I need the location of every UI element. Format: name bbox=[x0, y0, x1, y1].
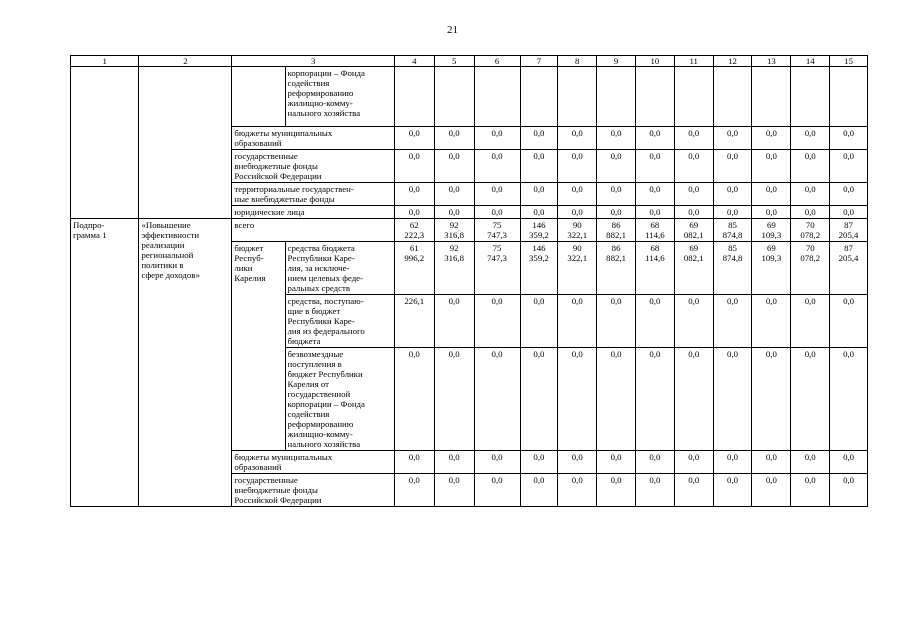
value-cell: 0,0 bbox=[635, 474, 674, 507]
value-cell: 0,0 bbox=[597, 206, 636, 219]
value-cell: 75 747,3 bbox=[474, 219, 520, 242]
column-number-11: 11 bbox=[674, 56, 713, 67]
value-cell: 0,0 bbox=[752, 474, 791, 507]
value-cell: 87 205,4 bbox=[830, 242, 868, 295]
value-cell: 0,0 bbox=[674, 295, 713, 348]
value-cell: 0,0 bbox=[674, 150, 713, 183]
value-cell: 0,0 bbox=[830, 474, 868, 507]
value-cell: 0,0 bbox=[558, 295, 597, 348]
value-cell bbox=[394, 67, 434, 127]
value-cell: 0,0 bbox=[520, 451, 558, 474]
value-cell: 0,0 bbox=[713, 474, 752, 507]
value-cell: 0,0 bbox=[474, 348, 520, 451]
value-cell: 0,0 bbox=[520, 183, 558, 206]
value-cell: 0,0 bbox=[394, 206, 434, 219]
value-cell: 0,0 bbox=[597, 451, 636, 474]
value-cell: 0,0 bbox=[597, 348, 636, 451]
value-cell: 0,0 bbox=[520, 295, 558, 348]
value-cell: 0,0 bbox=[635, 206, 674, 219]
value-cell: 69 082,1 bbox=[674, 219, 713, 242]
value-cell: 0,0 bbox=[635, 150, 674, 183]
value-cell: 0,0 bbox=[752, 127, 791, 150]
value-cell: 0,0 bbox=[674, 127, 713, 150]
value-cell: 0,0 bbox=[434, 206, 474, 219]
value-cell: 0,0 bbox=[434, 451, 474, 474]
value-cell: 0,0 bbox=[791, 206, 830, 219]
value-cell: 0,0 bbox=[520, 348, 558, 451]
value-cell: 70 078,2 bbox=[791, 242, 830, 295]
value-cell: 0,0 bbox=[394, 127, 434, 150]
value-cell: 0,0 bbox=[597, 474, 636, 507]
program-code-cell bbox=[71, 67, 139, 219]
page-number: 21 bbox=[447, 24, 458, 36]
column-number-9: 9 bbox=[597, 56, 636, 67]
value-cell: 0,0 bbox=[558, 348, 597, 451]
column-number-10: 10 bbox=[635, 56, 674, 67]
value-cell bbox=[597, 67, 636, 127]
value-cell: 0,0 bbox=[674, 474, 713, 507]
value-cell: 0,0 bbox=[752, 295, 791, 348]
value-cell: 0,0 bbox=[635, 127, 674, 150]
funding-source-label: бюджеты муниципальных образований bbox=[232, 451, 394, 474]
funding-source-label: юридические лица bbox=[232, 206, 394, 219]
value-cell: 0,0 bbox=[635, 451, 674, 474]
value-cell: 61 996,2 bbox=[394, 242, 434, 295]
column-number-2: 2 bbox=[139, 56, 232, 67]
value-cell: 0,0 bbox=[674, 206, 713, 219]
value-cell bbox=[474, 67, 520, 127]
value-cell: 86 882,1 bbox=[597, 219, 636, 242]
value-cell: 0,0 bbox=[597, 295, 636, 348]
value-cell: 0,0 bbox=[635, 295, 674, 348]
value-cell: 146 359,2 bbox=[520, 219, 558, 242]
value-cell: 0,0 bbox=[474, 150, 520, 183]
column-number-1: 1 bbox=[71, 56, 139, 67]
value-cell: 0,0 bbox=[558, 206, 597, 219]
value-cell: 0,0 bbox=[474, 451, 520, 474]
column-number-15: 15 bbox=[830, 56, 868, 67]
value-cell: 69 109,3 bbox=[752, 219, 791, 242]
program-name-cell: «Повышение эффективности реализации региональной политики в сфере доходов» bbox=[139, 219, 232, 507]
value-cell bbox=[674, 67, 713, 127]
value-cell: 0,0 bbox=[558, 451, 597, 474]
value-cell: 0,0 bbox=[674, 451, 713, 474]
value-cell: 0,0 bbox=[434, 127, 474, 150]
value-cell: 0,0 bbox=[394, 451, 434, 474]
value-cell: 92 316,8 bbox=[434, 242, 474, 295]
value-cell bbox=[520, 67, 558, 127]
value-cell: 0,0 bbox=[791, 150, 830, 183]
value-cell: 0,0 bbox=[713, 127, 752, 150]
value-cell: 0,0 bbox=[558, 183, 597, 206]
value-cell: 0,0 bbox=[520, 474, 558, 507]
value-cell: 0,0 bbox=[791, 348, 830, 451]
value-cell: 0,0 bbox=[597, 183, 636, 206]
value-cell: 68 114,6 bbox=[635, 242, 674, 295]
value-cell: 226,1 bbox=[394, 295, 434, 348]
value-cell: 0,0 bbox=[674, 348, 713, 451]
value-cell: 0,0 bbox=[713, 183, 752, 206]
value-cell: 0,0 bbox=[597, 150, 636, 183]
value-cell: 0,0 bbox=[830, 150, 868, 183]
value-cell: 0,0 bbox=[791, 295, 830, 348]
table-row bbox=[71, 219, 868, 242]
funding-source-label: средства, поступаю- щие в бюджет Республики Каре- лия из федерального бюджета bbox=[285, 295, 394, 348]
value-cell: 0,0 bbox=[635, 348, 674, 451]
value-cell: 0,0 bbox=[752, 348, 791, 451]
funding-source-label: государственные внебюджетные фонды Российской Федерации bbox=[232, 474, 394, 507]
budget-table bbox=[70, 55, 868, 507]
value-cell: 0,0 bbox=[830, 451, 868, 474]
value-cell: 0,0 bbox=[474, 183, 520, 206]
value-cell: 0,0 bbox=[394, 348, 434, 451]
column-number-3: 3 bbox=[232, 56, 394, 67]
value-cell: 69 082,1 bbox=[674, 242, 713, 295]
value-cell: 92 316,8 bbox=[434, 219, 474, 242]
value-cell: 85 874,8 bbox=[713, 219, 752, 242]
value-cell: 0,0 bbox=[752, 150, 791, 183]
value-cell: 0,0 bbox=[635, 183, 674, 206]
value-cell: 0,0 bbox=[713, 150, 752, 183]
value-cell: 0,0 bbox=[713, 348, 752, 451]
funding-source-label: бюджеты муниципальных образований bbox=[232, 127, 394, 150]
value-cell: 0,0 bbox=[558, 474, 597, 507]
value-cell: 62 222,3 bbox=[394, 219, 434, 242]
table-row bbox=[71, 67, 868, 127]
value-cell: 0,0 bbox=[394, 183, 434, 206]
value-cell: 0,0 bbox=[474, 206, 520, 219]
value-cell: 0,0 bbox=[830, 206, 868, 219]
value-cell: 0,0 bbox=[830, 295, 868, 348]
value-cell bbox=[558, 67, 597, 127]
value-cell: 0,0 bbox=[394, 474, 434, 507]
value-cell bbox=[434, 67, 474, 127]
column-number-6: 6 bbox=[474, 56, 520, 67]
value-cell: 0,0 bbox=[558, 150, 597, 183]
value-cell: 0,0 bbox=[434, 295, 474, 348]
value-cell: 0,0 bbox=[791, 183, 830, 206]
value-cell: 90 322,1 bbox=[558, 219, 597, 242]
value-cell: 0,0 bbox=[791, 127, 830, 150]
value-cell: 68 114,6 bbox=[635, 219, 674, 242]
funding-source-label: государственные внебюджетные фонды Российской Федерации bbox=[232, 150, 394, 183]
value-cell: 87 205,4 bbox=[830, 219, 868, 242]
value-cell bbox=[791, 67, 830, 127]
column-number-5: 5 bbox=[434, 56, 474, 67]
value-cell bbox=[830, 67, 868, 127]
value-cell: 0,0 bbox=[520, 206, 558, 219]
value-cell: 0,0 bbox=[752, 183, 791, 206]
value-cell: 86 882,1 bbox=[597, 242, 636, 295]
value-cell: 0,0 bbox=[674, 183, 713, 206]
value-cell: 90 322,1 bbox=[558, 242, 597, 295]
value-cell: 75 747,3 bbox=[474, 242, 520, 295]
value-cell bbox=[635, 67, 674, 127]
total-label: всего bbox=[232, 219, 394, 242]
value-cell: 0,0 bbox=[474, 127, 520, 150]
value-cell: 0,0 bbox=[752, 206, 791, 219]
value-cell bbox=[713, 67, 752, 127]
value-cell: 0,0 bbox=[474, 295, 520, 348]
value-cell: 0,0 bbox=[791, 451, 830, 474]
value-cell: 0,0 bbox=[597, 127, 636, 150]
funding-source-label: корпорации – Фонда содействия реформированию жилищно-комму- нального хозяйства bbox=[285, 67, 394, 127]
value-cell: 0,0 bbox=[791, 474, 830, 507]
value-cell: 0,0 bbox=[434, 183, 474, 206]
value-cell: 0,0 bbox=[434, 474, 474, 507]
funding-source-label: безвозмездные поступления в бюджет Республики Карелия от государственной корпорации – Фонда содействия реформированию жилищно-комму- нального хозяйства bbox=[285, 348, 394, 451]
budget-group-label: бюджет Респуб- лики Карелия bbox=[232, 242, 285, 451]
column-number-13: 13 bbox=[752, 56, 791, 67]
value-cell: 0,0 bbox=[520, 150, 558, 183]
column-number-12: 12 bbox=[713, 56, 752, 67]
value-cell: 0,0 bbox=[830, 127, 868, 150]
funding-source-label: средства бюджета Республики Каре- лия, за исключе- нием целевых феде- ральных средств bbox=[285, 242, 394, 295]
value-cell: 85 874,8 bbox=[713, 242, 752, 295]
value-cell: 0,0 bbox=[713, 295, 752, 348]
value-cell bbox=[752, 67, 791, 127]
value-cell: 0,0 bbox=[713, 451, 752, 474]
value-cell: 0,0 bbox=[830, 348, 868, 451]
value-cell: 0,0 bbox=[830, 183, 868, 206]
value-cell: 70 078,2 bbox=[791, 219, 830, 242]
value-cell: 0,0 bbox=[434, 150, 474, 183]
program-code-cell: Подпро- грамма 1 bbox=[71, 219, 139, 507]
funding-source-label: территориальные государствен- ные внебюджетные фонды bbox=[232, 183, 394, 206]
value-cell: 69 109,3 bbox=[752, 242, 791, 295]
column-number-14: 14 bbox=[791, 56, 830, 67]
column-number-4: 4 bbox=[394, 56, 434, 67]
value-cell: 0,0 bbox=[434, 348, 474, 451]
value-cell: 146 359,2 bbox=[520, 242, 558, 295]
column-number-row bbox=[71, 56, 868, 67]
value-cell: 0,0 bbox=[558, 127, 597, 150]
value-cell: 0,0 bbox=[520, 127, 558, 150]
program-name-cell bbox=[139, 67, 232, 219]
column-number-7: 7 bbox=[520, 56, 558, 67]
column-number-8: 8 bbox=[558, 56, 597, 67]
budget-group-cell bbox=[232, 67, 285, 127]
value-cell: 0,0 bbox=[713, 206, 752, 219]
value-cell: 0,0 bbox=[474, 474, 520, 507]
value-cell: 0,0 bbox=[394, 150, 434, 183]
value-cell: 0,0 bbox=[752, 451, 791, 474]
